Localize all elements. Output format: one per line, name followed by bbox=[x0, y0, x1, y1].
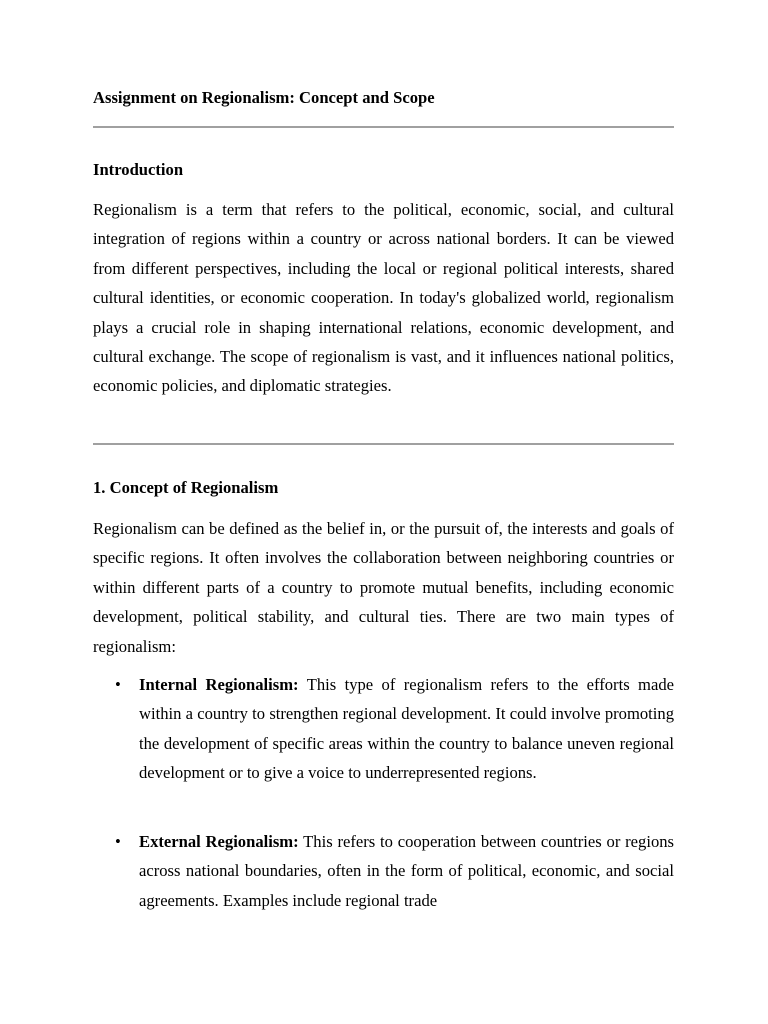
introduction-paragraph: Regionalism is a term that refers to the political, economic, social, and cultural integration of regions within a country or across national borders. It can be viewed from different perspectives, including the local or regional political interests, shared cultural identities, or economic cooperation. In today's globalized world, regionalism plays a crucial role in shaping international relations, economic development, and cultural exchange. The scope of regionalism is vast, and it influences national politics, economic policies, and diplomatic strategies. bbox=[93, 200, 674, 396]
horizontal-rule bbox=[93, 126, 674, 128]
concept-paragraph: Regionalism can be defined as the belief in, or the pursuit of, the interests and goals of specific regions. It often involves the collaboration between neighboring countries or within different parts of a country to promote mutual benefits, including economic development, political stability, and cultural ties. There are two main types of regionalism: bbox=[93, 519, 674, 656]
list-item-internal-regionalism bbox=[93, 670, 674, 788]
list-item-term: Internal Regionalism: bbox=[139, 675, 299, 694]
bullet-icon: • bbox=[115, 675, 121, 694]
list-item-text: This refers to cooperation between countries or regions across national boundaries, often in the form of political, economic, and social agreements. Examples include regional trade bbox=[139, 832, 674, 910]
concept-heading: 1. Concept of Regionalism bbox=[93, 478, 279, 497]
introduction-heading: Introduction bbox=[93, 160, 184, 179]
document-title: Assignment on Regionalism: Concept and Scope bbox=[93, 88, 435, 107]
list-item-text: This type of regionalism refers to the efforts made within a country to strengthen regional development. It could involve promoting the development of specific areas within the country to balance uneven regional development or to give a voice to underrepresented regions. bbox=[139, 675, 674, 783]
list-item-term: External Regionalism: bbox=[139, 832, 299, 851]
regionalism-types-list-continued bbox=[93, 827, 674, 915]
horizontal-rule bbox=[93, 443, 674, 445]
bullet-icon: • bbox=[115, 832, 121, 851]
regionalism-types-list bbox=[93, 670, 674, 788]
list-item-external-regionalism bbox=[93, 827, 674, 915]
